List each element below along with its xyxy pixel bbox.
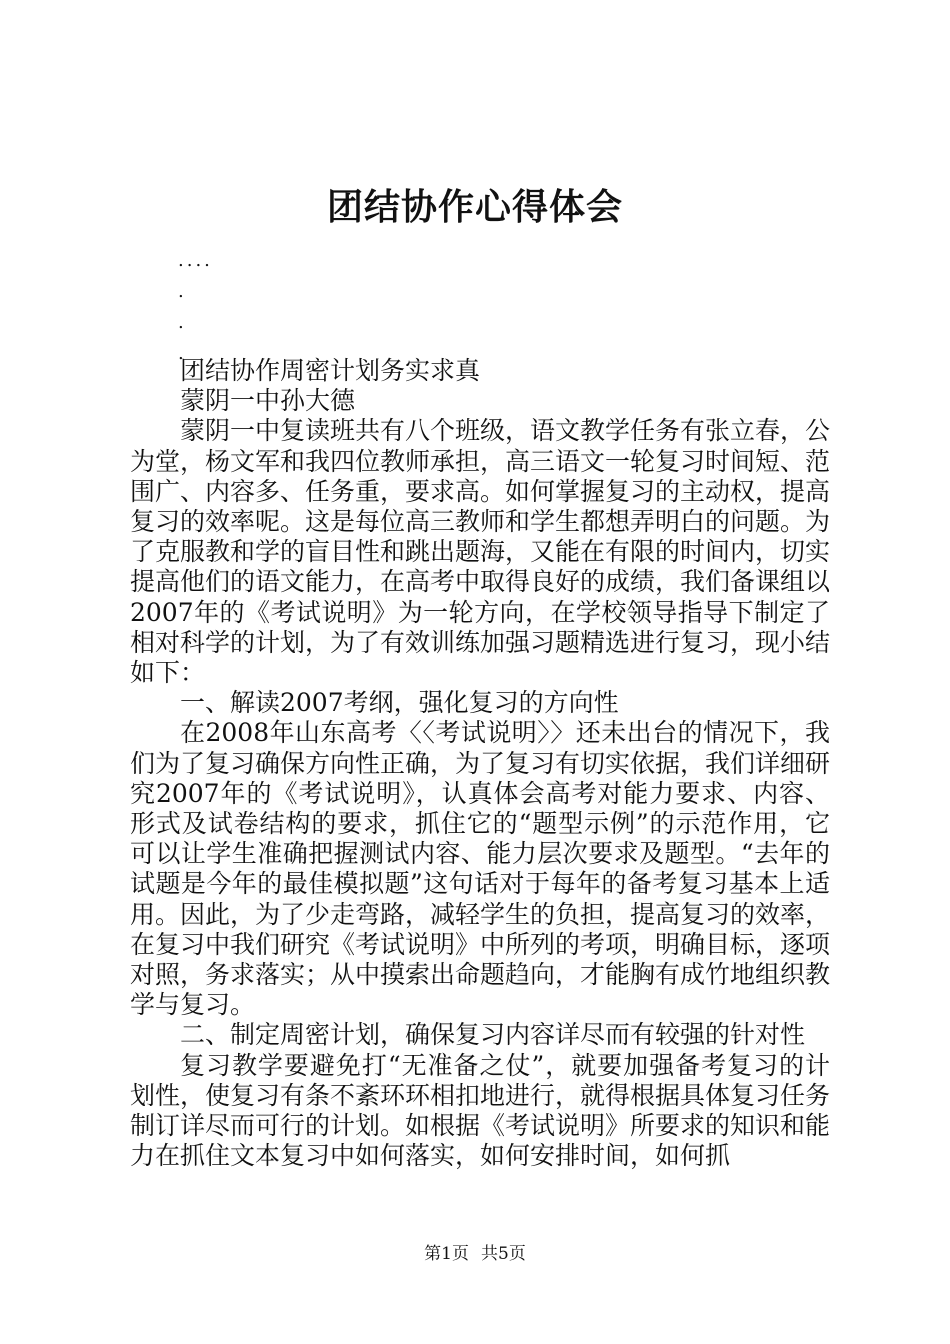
dot-line: . <box>178 281 187 302</box>
page-number-current: 第1页 <box>424 1244 469 1264</box>
subtitle-line: 团结协作周密计划务实求真 <box>180 356 481 385</box>
dot-line: . <box>178 343 187 364</box>
section-heading: 一、解读2007考纲，强化复习的方向性 <box>180 688 619 718</box>
section-heading: 二、制定周密计划，确保复习内容详尽而有较强的针对性 <box>180 1020 806 1050</box>
document-title: 团结协作心得体会 <box>326 186 623 228</box>
dot-line: .... <box>178 250 213 271</box>
body-paragraph: 在2008年山东高考〈〈考试说明〉〉还未出台的情况下，我们为了复习确保方向性正确，为了复习有切实依据，我们详细研究2007年的《考试说明》，认真体会高考对能力要求、内容、形式及试卷结构的要求，抓住它的“题型示例”的示范作用，它可以让学生准确把握测试内容、能力层次要求及题型。“去年的试题是今年的最佳模拟题”这句话对于每年的备考复习基本上适用。因此，为了少走弯路，减轻学生的负担，提高复习的效率，在复习中我们研究《考试说明》中所列的考项，明确目标，逐项对照，务求落实；从中摸索出命题趋向，才能胸有成竹地组织教学与复习。 <box>130 718 831 1020</box>
author-line: 蒙阴一中孙大德 <box>180 386 356 416</box>
body-paragraph: 复习教学要避免打“无准备之仗”，就要加强备考复习的计划性，使复习有条不紊环环相扣地进行，就得根据具体复习任务制订详尽而可行的计划。如根据《考试说明》所要求的知识和能力在抓住文本复习中如何落实，如何安排时间，如何抓 <box>130 1050 831 1171</box>
page-number-total: 共5页 <box>481 1244 526 1264</box>
page-footer <box>0 1242 950 1266</box>
body-paragraph: 蒙阴一中复读班共有八个班级，语文教学任务有张立春，公为堂，杨文军和我四位教师承担，高三语文一轮复习时间短、范围广、内容多、任务重，要求高。如何掌握复习的主动权，提高复习的效率呢。这是每位高三教师和学生都想弄明白的问题。为了克服教和学的盲目性和跳出题海，又能在有限的时间内，切实提高他们的语文能力，在高考中取得良好的成绩，我们备课组以2007年的《考试说明》为一轮方向，在学校领导指导下制定了相对科学的计划，为了有效训练加强习题精选进行复习，现小结如下： <box>130 416 831 688</box>
dot-line: . <box>178 312 187 333</box>
document-body <box>130 356 830 1171</box>
dot-leader-block <box>178 246 213 370</box>
